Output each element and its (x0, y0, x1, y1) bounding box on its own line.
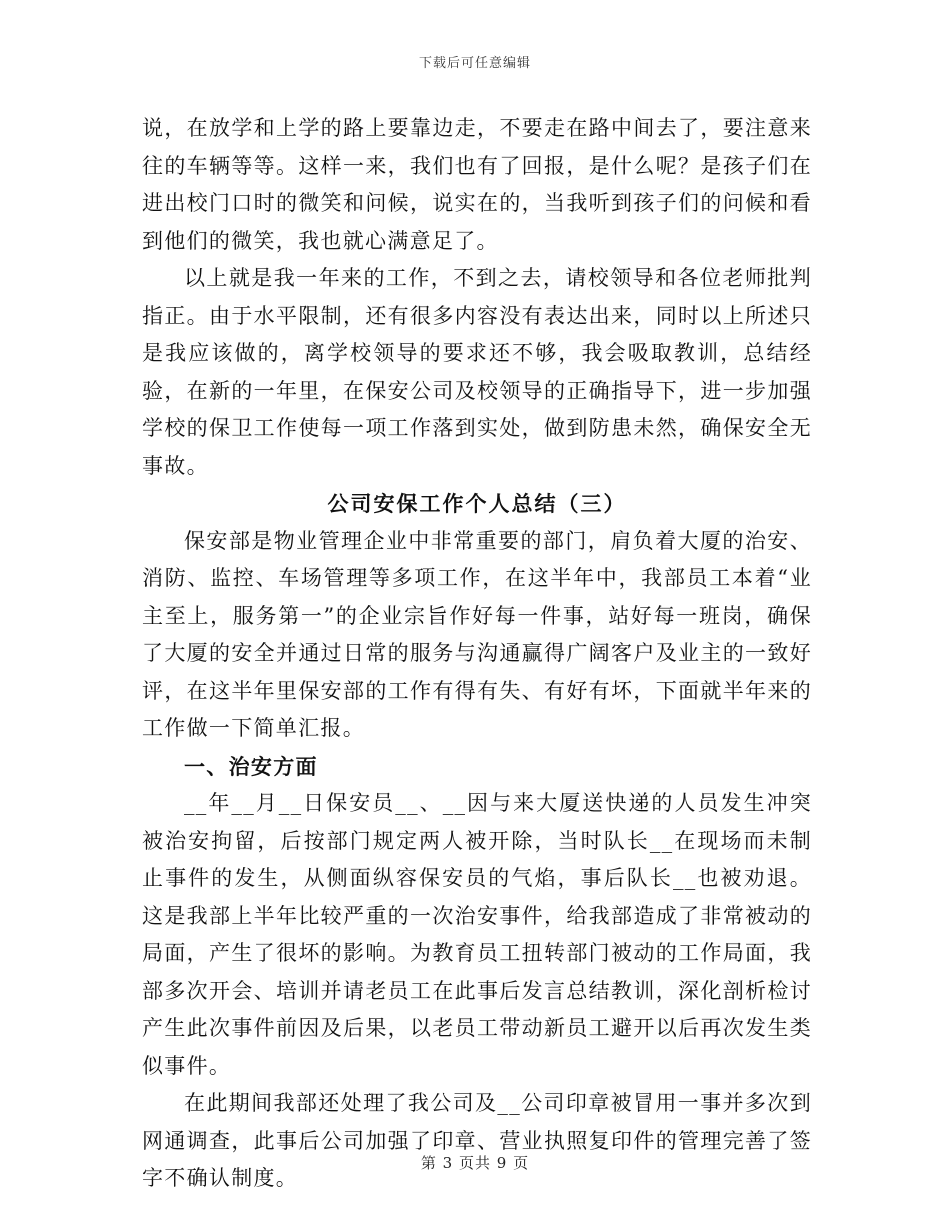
paragraph-conclusion: 以上就是我一年来的工作，不到之去，请校领导和各位老师批判指正。由于水平限制，还有很多内容没有表达出来，同时以上所述只是我应该做的，离学校领导的要求还不够，我会吸取教训，总结经验，在新的一年里，在保安公司及校领导的正确指导下，进一步加强学校的保卫工作使每一项工作落到实处，做到防患未然，确保安全无事故。 (142, 266, 812, 478)
paragraph-continuation: 说，在放学和上学的路上要靠边走，不要走在路中间去了，要注意来往的车辆等等。这样一来，我们也有了回报，是什么呢？是孩子们在进出校门口时的微笑和问候，说实在的，当我听到孩子们的问候和看到他们的微笑，我也就心满意足了。 (142, 116, 812, 253)
page-number: 第 3 页共 9 页 (420, 1154, 530, 1172)
document-body (142, 110, 812, 1198)
paragraph-security-incident: __年__月__日保安员__、__因与来大厦送快递的人员发生冲突被治安拘留，后按部门规定两人被开除，当时队长__在现场而未制止事件的发生，从侧面纵容保安员的气焰，事后队长__也被劝退。这是我部上半年比较严重的一次治安事件，给我部造成了非常被动的局面，产生了很坏的影响。为教育员工扭转部门被动的工作局面，我部多次开会、培训并请老员工在此事后发言总结教训，深化剖析检讨产生此次事件前因及后果，以老员工带动新员工避开以后再次发生类似事件。 (142, 791, 812, 1078)
paragraph-intro: 保安部是物业管理企业中非常重要的部门，肩负着大厦的治安、消防、监控、车场管理等多项工作，在这半年中，我部员工本着“业主至上，服务第一”的企业宗旨作好每一件事，站好每一班岗，确保了大厦的安全并通过日常的服务与沟通赢得广阔客户及业主的一致好评，在这半年里保安部的工作有得有失、有好有坏，下面就半年来的工作做一下简单汇报。 (142, 528, 812, 740)
section-title: 公司安保工作个人总结（三） (327, 491, 627, 516)
paragraph-seal-incident: 在此期间我部还处理了我公司及__公司印章被冒用一事并多次到网通调查，此事后公司加强了印章、营业执照复印件的管理完善了签字不确认制度。 (142, 1091, 812, 1190)
subsection-heading: 一、治安方面 (184, 753, 318, 779)
page-header: 下载后可任意编辑 (418, 56, 531, 71)
